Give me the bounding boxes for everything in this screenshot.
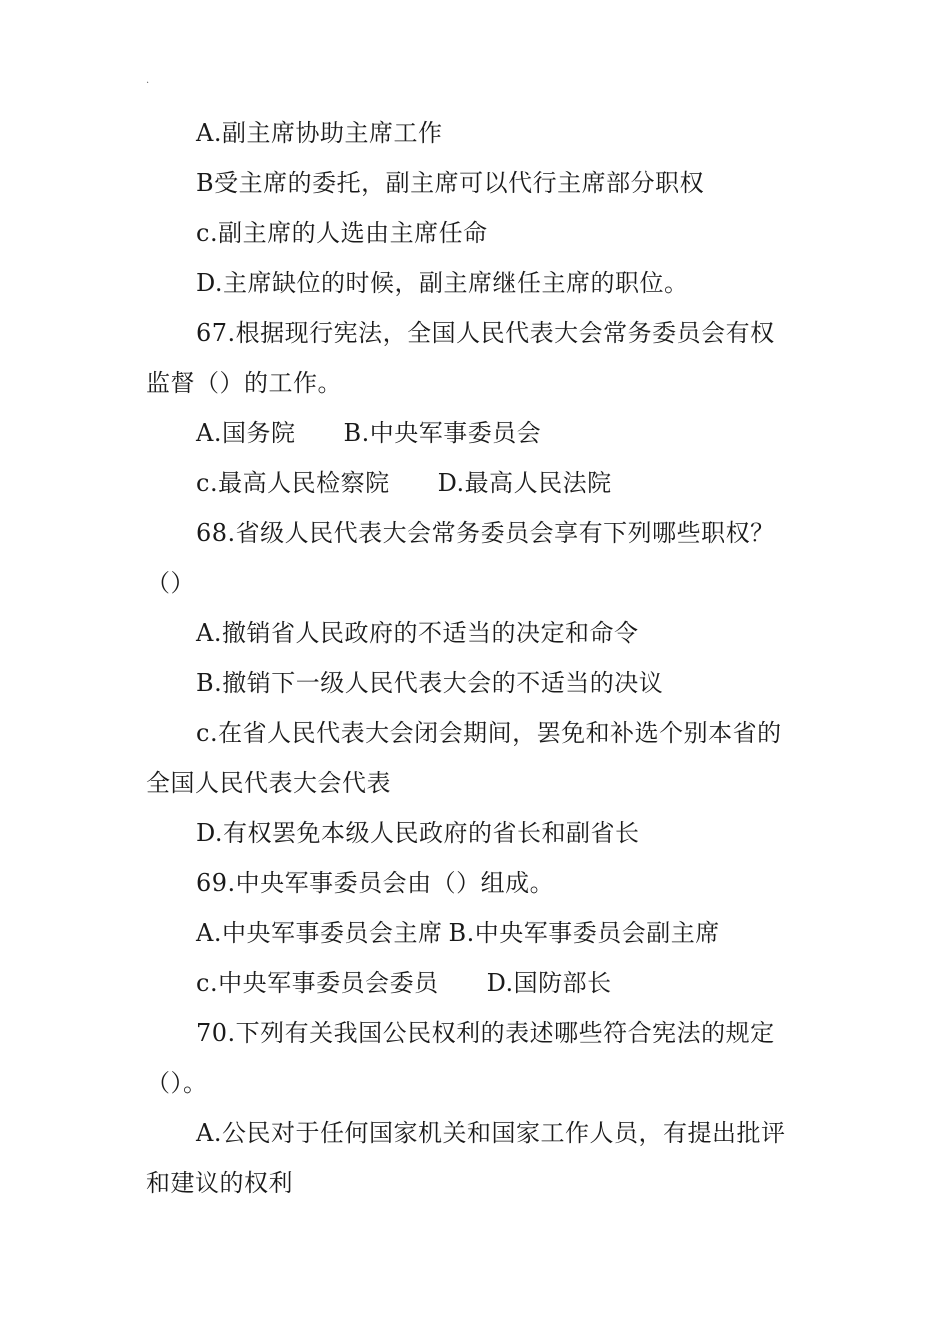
q70-option-a-line-2: 和建议的权利 (146, 1169, 293, 1197)
page-mark: . (146, 75, 150, 86)
q67-stem-line-2: 监督（）的工作。 (146, 369, 342, 397)
q68-stem-line-1: 68.省级人民代表大会常务委员会享有下列哪些职权？ (196, 519, 775, 547)
q67-option-c: c.最高人民检察院 (196, 469, 390, 497)
q68-option-a: A.撤销省人民政府的不适当的决定和命令 (196, 619, 639, 647)
q67-options-cd (146, 463, 810, 513)
q67-option-d: D.最高人民法院 (437, 469, 612, 497)
document-body (146, 113, 810, 1213)
q69-option-d: D.国防部长 (486, 969, 612, 997)
q67-option-b: B.中央军事委员会 (343, 419, 542, 447)
q69-option-b: B.中央军事委员会副主席 (448, 919, 720, 947)
q66-option-a: A.副主席协助主席工作 (196, 119, 443, 147)
q66-option-c: c.副主席的人选由主席任命 (196, 219, 488, 247)
q68-option-d: D.有权罢免本级人民政府的省长和副省长 (196, 819, 640, 847)
q70-stem-line-1: 70.下列有关我国公民权利的表述哪些符合宪法的规定 (196, 1019, 775, 1047)
q67-options-ab (146, 413, 810, 463)
q68-option-c-line-1: c.在省人民代表大会闭会期间，罢免和补选个别本省的 (196, 719, 782, 747)
q69-option-a: A.中央军事委员会主席 (196, 919, 443, 947)
q67-option-a: A.国务院 (196, 419, 296, 447)
q67-stem-line-1: 67.根据现行宪法，全国人民代表大会常务委员会有权 (196, 319, 775, 347)
q68-option-c-line-2: 全国人民代表大会代表 (146, 769, 391, 797)
q69-options-ab (146, 913, 810, 963)
q66-option-d: D.主席缺位的时候，副主席继任主席的职位。 (196, 269, 689, 297)
q69-stem: 69.中央军事委员会由（）组成。 (196, 869, 555, 897)
q68-stem-line-2: （） (146, 569, 195, 597)
q70-option-a-line-1: A.公民对于任何国家机关和国家工作人员，有提出批评 (196, 1119, 786, 1147)
q70-stem-line-2: （）。 (146, 1069, 208, 1097)
q68-option-b: B.撤销下一级人民代表大会的不适当的决议 (196, 669, 664, 697)
q66-option-b: B受主席的委托，副主席可以代行主席部分职权 (196, 169, 705, 197)
q69-options-cd (146, 963, 810, 1013)
q69-option-c: c.中央军事委员会委员 (196, 969, 439, 997)
